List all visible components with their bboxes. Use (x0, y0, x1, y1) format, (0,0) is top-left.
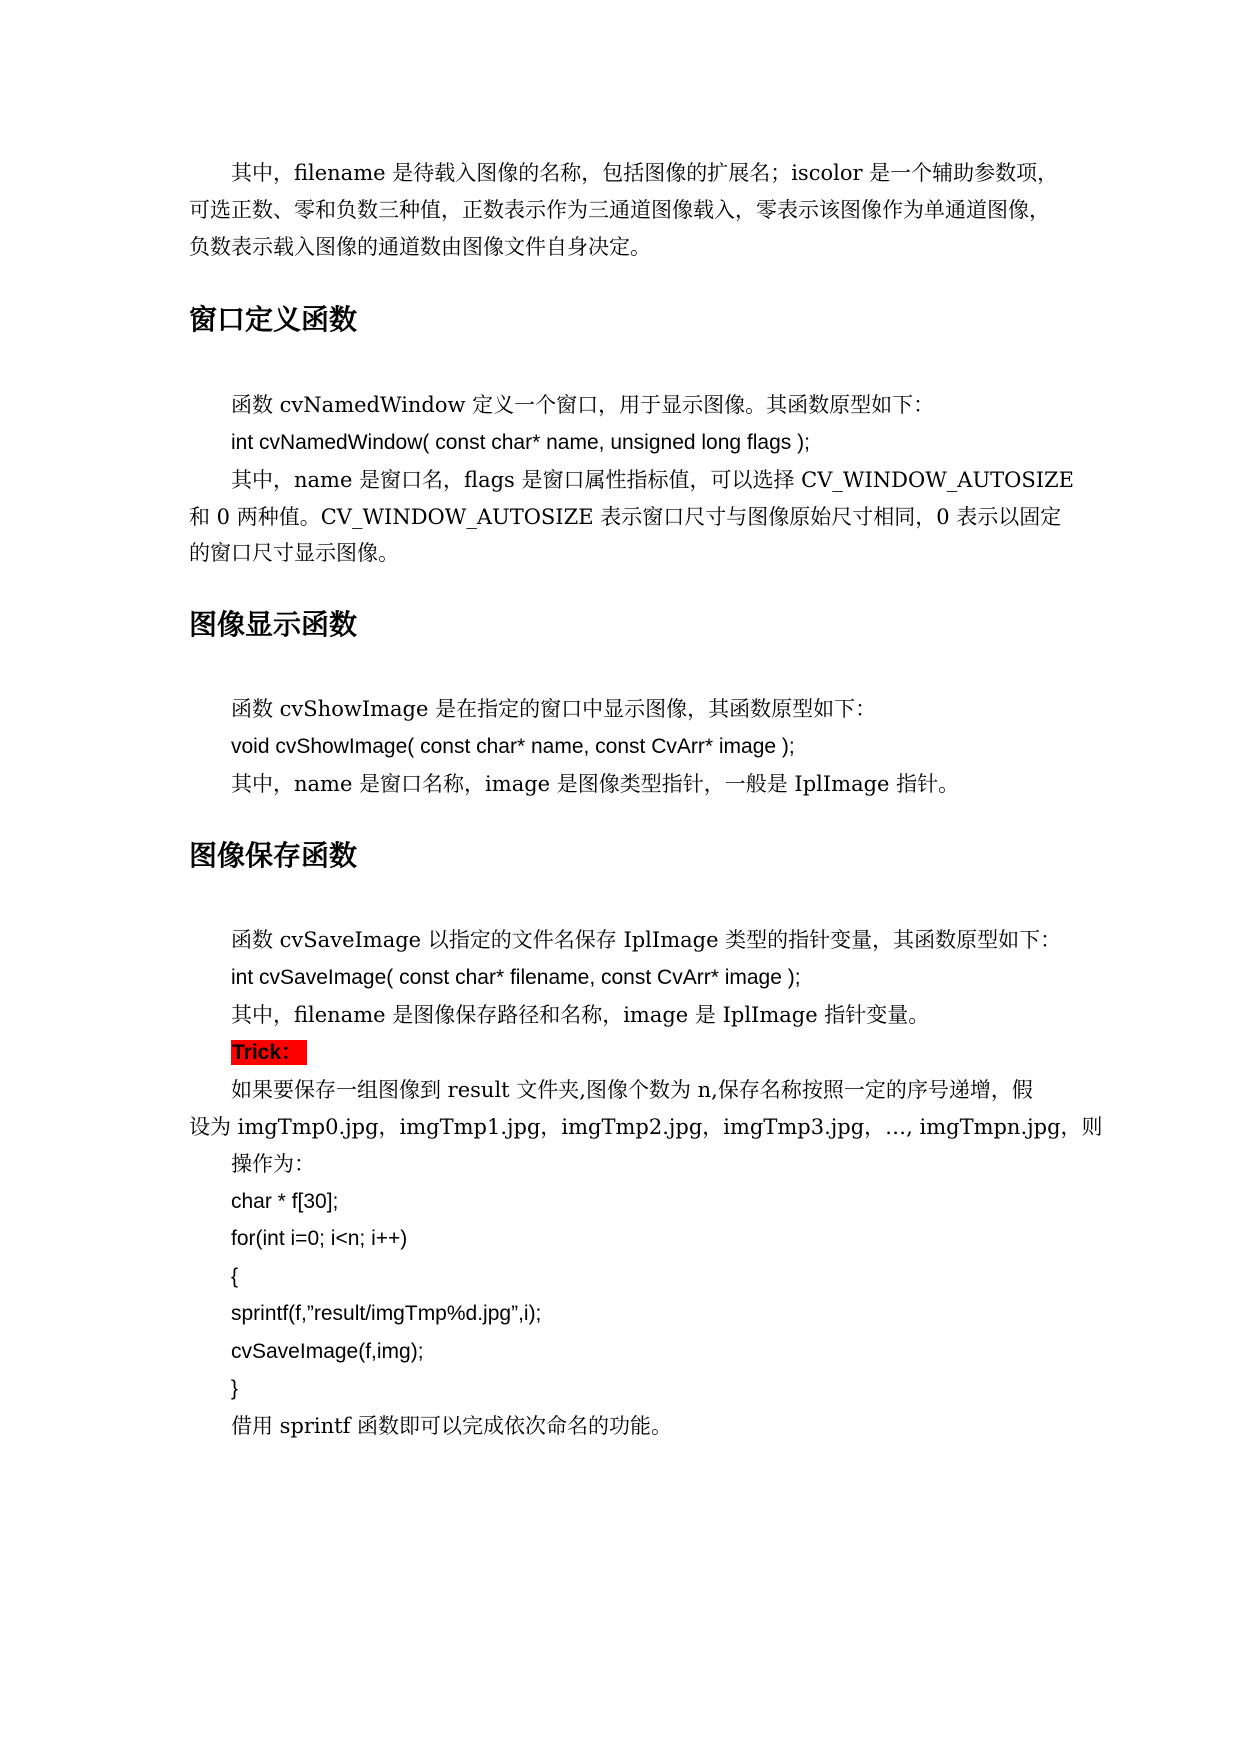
code-line: } (231, 1377, 239, 1400)
code-prototype: int cvSaveImage( const char* filename, const CvArr* image ); (231, 966, 801, 989)
paragraph-line: 其中，filename 是待载入图像的名称，包括图像的扩展名；iscolor 是一个辅助参数项， (231, 161, 1059, 185)
paragraph-line: 其中，name 是窗口名称，image 是图像类型指针，一般是 IplImage 指针。 (231, 772, 960, 796)
trick-label-line (231, 1037, 307, 1068)
paragraph-line: 设为 imgTmp0.jpg，imgTmp1.jpg，imgTmp2.jpg，imgTmp3.jpg，…, imgTmpn.jpg，则 (189, 1115, 1103, 1139)
section-heading-save: 图像保存函数 (189, 839, 358, 872)
section-heading-window: 窗口定义函数 (189, 303, 358, 336)
paragraph-line: 如果要保存一组图像到 result 文件夹,图像个数为 n,保存名称按照一定的序号递增，假 (231, 1078, 1033, 1102)
paragraph-line: 函数 cvShowImage 是在指定的窗口中显示图像，其函数原型如下： (231, 697, 877, 721)
paragraph-line: 可选正数、零和负数三种值，正数表示作为三通道图像载入，零表示该图像作为单通道图像， (189, 198, 1050, 222)
code-line: for(int i=0; i<n; i++) (231, 1227, 408, 1250)
paragraph-line: 操作为： (231, 1152, 315, 1176)
trick-label: Trick： (231, 1040, 307, 1065)
paragraph-line: 的窗口尺寸显示图像。 (189, 541, 399, 565)
paragraph-line: 其中，name 是窗口名，flags 是窗口属性指标值，可以选择 CV_WINDOW_AUTOSIZE (231, 468, 1074, 492)
paragraph-line: 负数表示载入图像的通道数由图像文件自身决定。 (189, 235, 651, 259)
code-prototype: int cvNamedWindow( const char* name, unsigned long flags ); (231, 431, 810, 454)
paragraph-line: 函数 cvSaveImage 以指定的文件名保存 IplImage 类型的指针变量，其函数原型如下： (231, 928, 1062, 952)
paragraph-line: 函数 cvNamedWindow 定义一个窗口，用于显示图像。其函数原型如下： (231, 393, 935, 417)
code-line: sprintf(f,”result/imgTmp%d.jpg”,i); (231, 1302, 542, 1325)
paragraph-line: 其中，filename 是图像保存路径和名称，image 是 IplImage 指针变量。 (231, 1003, 930, 1027)
code-line: char * f[30]; (231, 1190, 339, 1213)
code-line: { (231, 1265, 239, 1288)
paragraph-line: 借用 sprintf 函数即可以完成依次命名的功能。 (231, 1414, 673, 1438)
section-heading-show: 图像显示函数 (189, 608, 358, 641)
paragraph-line: 和 0 两种值。CV_WINDOW_AUTOSIZE 表示窗口尺寸与图像原始尺寸相同，0 表示以固定 (189, 505, 1062, 529)
code-line: cvSaveImage(f,img); (231, 1340, 424, 1363)
code-prototype: void cvShowImage( const char* name, const CvArr* image ); (231, 735, 795, 758)
